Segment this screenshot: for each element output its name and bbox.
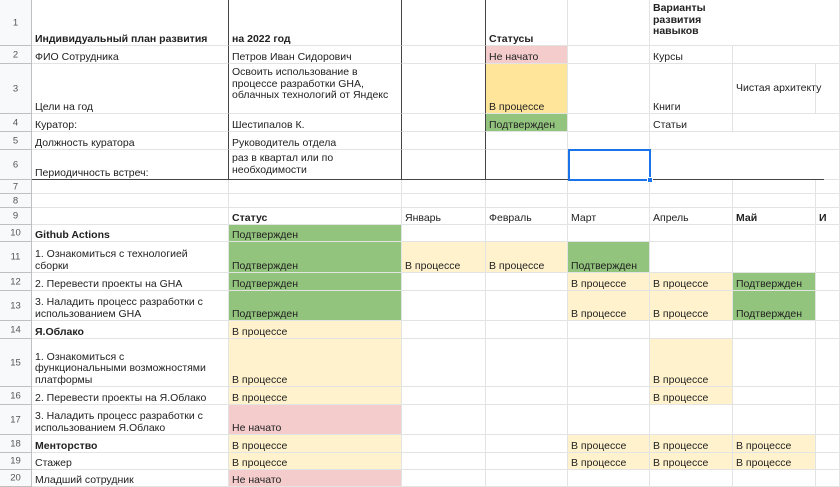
row-header[interactable] [0, 453, 32, 470]
row-header[interactable] [0, 150, 32, 180]
task-month-status[interactable] [402, 321, 486, 339]
task-month-status[interactable] [486, 225, 568, 242]
task-month-status[interactable]: В процессе [568, 273, 650, 291]
cell[interactable] [32, 194, 229, 208]
cell[interactable] [568, 132, 650, 150]
task-month-status[interactable]: В процессе [733, 453, 816, 470]
row-number: 11 [10, 251, 21, 263]
cell[interactable] [402, 0, 486, 46]
task-month-status[interactable] [402, 291, 486, 321]
task-month-status[interactable]: В процессе [733, 435, 816, 453]
task-month-status[interactable] [650, 470, 733, 487]
task-month-status[interactable]: В процессе [402, 242, 486, 273]
row-number: 16 [10, 390, 21, 401]
plan-title[interactable]: Индивидуальный план развития [32, 0, 229, 46]
variant-articles[interactable]: Статьи [650, 114, 733, 132]
task-month-status[interactable] [568, 225, 650, 242]
row-number: 5 [12, 135, 19, 146]
cell[interactable] [402, 180, 486, 194]
goals-label[interactable]: Цели на год [32, 64, 229, 114]
task-month-status[interactable]: В процессе [568, 453, 650, 470]
task-name[interactable]: 2. Перевести проекты на GHA [32, 273, 229, 291]
task-month-status[interactable] [568, 405, 650, 435]
task-month-status[interactable]: В процессе [650, 435, 733, 453]
task-month-status[interactable] [402, 339, 486, 387]
row-header[interactable] [0, 194, 32, 208]
cell[interactable] [816, 273, 840, 291]
column-month[interactable]: Апрель [650, 208, 733, 225]
task-status[interactable]: В процессе [229, 339, 402, 387]
row-number: 2 [12, 49, 19, 60]
task-status[interactable]: В процессе [229, 387, 402, 405]
task-month-status[interactable] [486, 291, 568, 321]
task-month-status[interactable]: В процессе [650, 291, 733, 321]
column-next[interactable]: И [816, 208, 840, 225]
cell[interactable] [650, 150, 840, 180]
cell[interactable] [486, 132, 568, 150]
cell[interactable] [733, 180, 816, 194]
cell[interactable] [816, 194, 840, 208]
row-header[interactable] [0, 225, 32, 242]
cell[interactable] [816, 339, 840, 387]
section-divider [32, 179, 824, 180]
task-month-status[interactable] [486, 273, 568, 291]
variant-courses[interactable]: Курсы [650, 46, 733, 64]
task-name[interactable]: 3. Наладить процесс разработки с использованием Я.Облако [32, 405, 229, 435]
task-status[interactable]: В процессе [229, 321, 402, 339]
cell[interactable] [816, 225, 840, 242]
row-header[interactable] [0, 0, 32, 46]
task-month-status[interactable] [733, 405, 816, 435]
cell[interactable] [816, 435, 840, 453]
cell[interactable] [402, 194, 486, 208]
row-number: 14 [10, 324, 21, 335]
task-month-status[interactable] [733, 242, 816, 273]
row-header[interactable] [0, 291, 32, 321]
column-month[interactable]: Май [733, 208, 816, 225]
column-month[interactable]: Январь [402, 208, 486, 225]
cell[interactable] [816, 180, 840, 194]
task-month-status[interactable]: Подтвержден [733, 273, 816, 291]
cell[interactable] [402, 114, 486, 132]
row-number: 9 [12, 210, 19, 222]
fio-value[interactable]: Петров Иван Сидорович [229, 46, 402, 64]
row-number: 15 [10, 357, 21, 368]
row-number: 18 [10, 438, 21, 449]
row-header[interactable] [0, 242, 32, 273]
task-name[interactable]: 2. Перевести проекты на Я.Облако [32, 387, 229, 405]
cell[interactable] [32, 208, 229, 225]
task-month-status[interactable] [486, 453, 568, 470]
task-month-status[interactable] [486, 405, 568, 435]
task-name[interactable]: Стажер [32, 453, 229, 470]
row-header[interactable] [0, 387, 32, 405]
status-not-started[interactable]: Не начато [486, 46, 568, 64]
task-name[interactable]: Github Actions [32, 225, 229, 242]
cell[interactable] [568, 46, 650, 64]
task-status[interactable]: Подтвержден [229, 291, 402, 321]
column-status[interactable]: Статус [229, 208, 402, 225]
curator-value[interactable]: Шестипалов К. [229, 114, 402, 132]
task-month-status[interactable]: Подтвержден [733, 291, 816, 321]
task-month-status[interactable]: В процессе [486, 242, 568, 273]
task-month-status[interactable] [402, 387, 486, 405]
status-in-progress[interactable]: В процессе [486, 64, 568, 114]
task-month-status[interactable] [568, 321, 650, 339]
row-header[interactable] [0, 208, 32, 225]
task-month-status[interactable] [733, 321, 816, 339]
status-confirmed[interactable]: Подтвержден [486, 114, 568, 132]
selected-cell[interactable] [568, 149, 651, 181]
cell[interactable] [816, 291, 840, 321]
task-status[interactable]: Подтвержден [229, 225, 402, 242]
row-number: 6 [12, 159, 19, 170]
curator-position-label[interactable]: Должность куратора [32, 132, 229, 150]
cell[interactable] [816, 453, 840, 470]
row-number: 10 [10, 227, 21, 239]
task-month-status[interactable]: Подтвержден [568, 242, 650, 273]
row-header[interactable] [0, 321, 32, 339]
row-number: 17 [10, 414, 21, 425]
task-status[interactable]: Не начато [229, 470, 402, 487]
row-number: 20 [10, 472, 21, 484]
statuses-title[interactable]: Статусы [486, 0, 568, 46]
task-status[interactable]: Подтвержден [229, 273, 402, 291]
curator-position-value[interactable]: Руководитель отдела [229, 132, 402, 150]
fill-handle[interactable] [647, 177, 653, 183]
task-month-status[interactable] [402, 405, 486, 435]
task-status[interactable]: В процессе [229, 435, 402, 453]
task-name[interactable]: Я.Облако [32, 321, 229, 339]
plan-year[interactable]: на 2022 год [229, 0, 402, 46]
task-month-status[interactable] [486, 339, 568, 387]
cell[interactable] [733, 194, 816, 208]
row-header[interactable] [0, 114, 32, 132]
task-name[interactable]: 1. Ознакомиться с технологией сборки [32, 242, 229, 273]
task-month-status[interactable] [402, 453, 486, 470]
task-month-status[interactable] [650, 321, 733, 339]
task-month-status[interactable] [733, 339, 816, 387]
task-month-status[interactable] [402, 273, 486, 291]
task-month-status[interactable] [733, 387, 816, 405]
cell[interactable] [402, 64, 486, 114]
task-month-status[interactable] [486, 435, 568, 453]
task-month-status[interactable] [402, 435, 486, 453]
row-header[interactable] [0, 470, 32, 487]
task-status[interactable]: В процессе [229, 453, 402, 470]
row-header[interactable] [0, 64, 32, 114]
row-header[interactable] [0, 180, 32, 194]
fio-label[interactable]: ФИО Сотрудника [32, 46, 229, 64]
row-number: 13 [10, 300, 21, 311]
cell[interactable] [402, 150, 486, 180]
cell[interactable] [568, 180, 650, 194]
row-number: 7 [12, 181, 19, 192]
row-number: 3 [12, 83, 19, 94]
cell[interactable] [568, 114, 650, 132]
task-month-status[interactable] [486, 321, 568, 339]
cell[interactable] [402, 46, 486, 64]
goals-value[interactable]: Освоить использование в процессе разработки GHA, облачных технологий от Яндекс [229, 64, 402, 114]
cell[interactable] [816, 242, 840, 273]
task-month-status[interactable] [486, 470, 568, 487]
cell[interactable] [402, 132, 486, 150]
row-number: 19 [10, 455, 21, 467]
task-month-status[interactable]: В процессе [650, 387, 733, 405]
task-month-status[interactable]: В процессе [650, 273, 733, 291]
task-month-status[interactable]: В процессе [568, 291, 650, 321]
row-header[interactable] [0, 273, 32, 291]
row-header[interactable] [0, 435, 32, 453]
cell[interactable] [816, 405, 840, 435]
task-month-status[interactable] [568, 339, 650, 387]
task-name[interactable]: 3. Наладить процесс разработки с использованием GHA [32, 291, 229, 321]
variants-title[interactable]: Варианты развития навыков [650, 0, 840, 46]
row-header[interactable] [0, 405, 32, 435]
row-number: 4 [12, 117, 19, 128]
task-month-status[interactable]: В процессе [650, 339, 733, 387]
task-month-status[interactable] [733, 470, 816, 487]
task-name[interactable]: 1. Ознакомиться с функциональными возможностями платформы [32, 339, 229, 387]
task-month-status[interactable] [402, 225, 486, 242]
row-number: 12 [10, 276, 21, 287]
task-month-status[interactable] [650, 242, 733, 273]
row-header[interactable] [0, 339, 32, 387]
cell[interactable] [229, 180, 402, 194]
cell[interactable] [816, 470, 840, 487]
task-month-status[interactable] [402, 470, 486, 487]
cell[interactable] [650, 132, 840, 150]
task-status[interactable]: Не начато [229, 405, 402, 435]
task-status[interactable]: Подтвержден [229, 242, 402, 273]
cell[interactable] [568, 0, 650, 46]
row-header[interactable] [0, 132, 32, 150]
curator-label[interactable]: Куратор: [32, 114, 229, 132]
task-month-status[interactable] [486, 387, 568, 405]
task-month-status[interactable] [650, 405, 733, 435]
task-month-status[interactable]: В процессе [650, 453, 733, 470]
cell[interactable] [568, 194, 650, 208]
book-example[interactable]: Чистая архитекту [733, 64, 816, 114]
row-number: 8 [12, 195, 19, 206]
cell[interactable] [486, 180, 568, 194]
column-month[interactable]: Февраль [486, 208, 568, 225]
task-month-status[interactable] [650, 225, 733, 242]
cell[interactable] [32, 180, 229, 194]
cell[interactable] [568, 64, 650, 114]
column-month[interactable]: Март [568, 208, 650, 225]
meetings-label[interactable]: Периодичность встреч: [32, 150, 229, 180]
task-month-status[interactable] [568, 470, 650, 487]
cell[interactable] [486, 150, 568, 180]
task-month-status[interactable]: В процессе [568, 435, 650, 453]
cell[interactable] [650, 194, 733, 208]
cell[interactable] [816, 387, 840, 405]
meetings-value[interactable]: раз в квартал или по необходимости [229, 150, 402, 180]
cell[interactable] [486, 194, 568, 208]
cell[interactable] [816, 321, 840, 339]
cell[interactable] [650, 180, 733, 194]
variant-books[interactable]: Книги [650, 64, 733, 114]
task-name[interactable]: Менторство [32, 435, 229, 453]
task-month-status[interactable] [733, 225, 816, 242]
row-header[interactable] [0, 46, 32, 64]
task-name[interactable]: Младший сотрудник [32, 470, 229, 487]
row-number: 1 [12, 17, 19, 28]
task-month-status[interactable] [568, 387, 650, 405]
cell[interactable] [229, 194, 402, 208]
